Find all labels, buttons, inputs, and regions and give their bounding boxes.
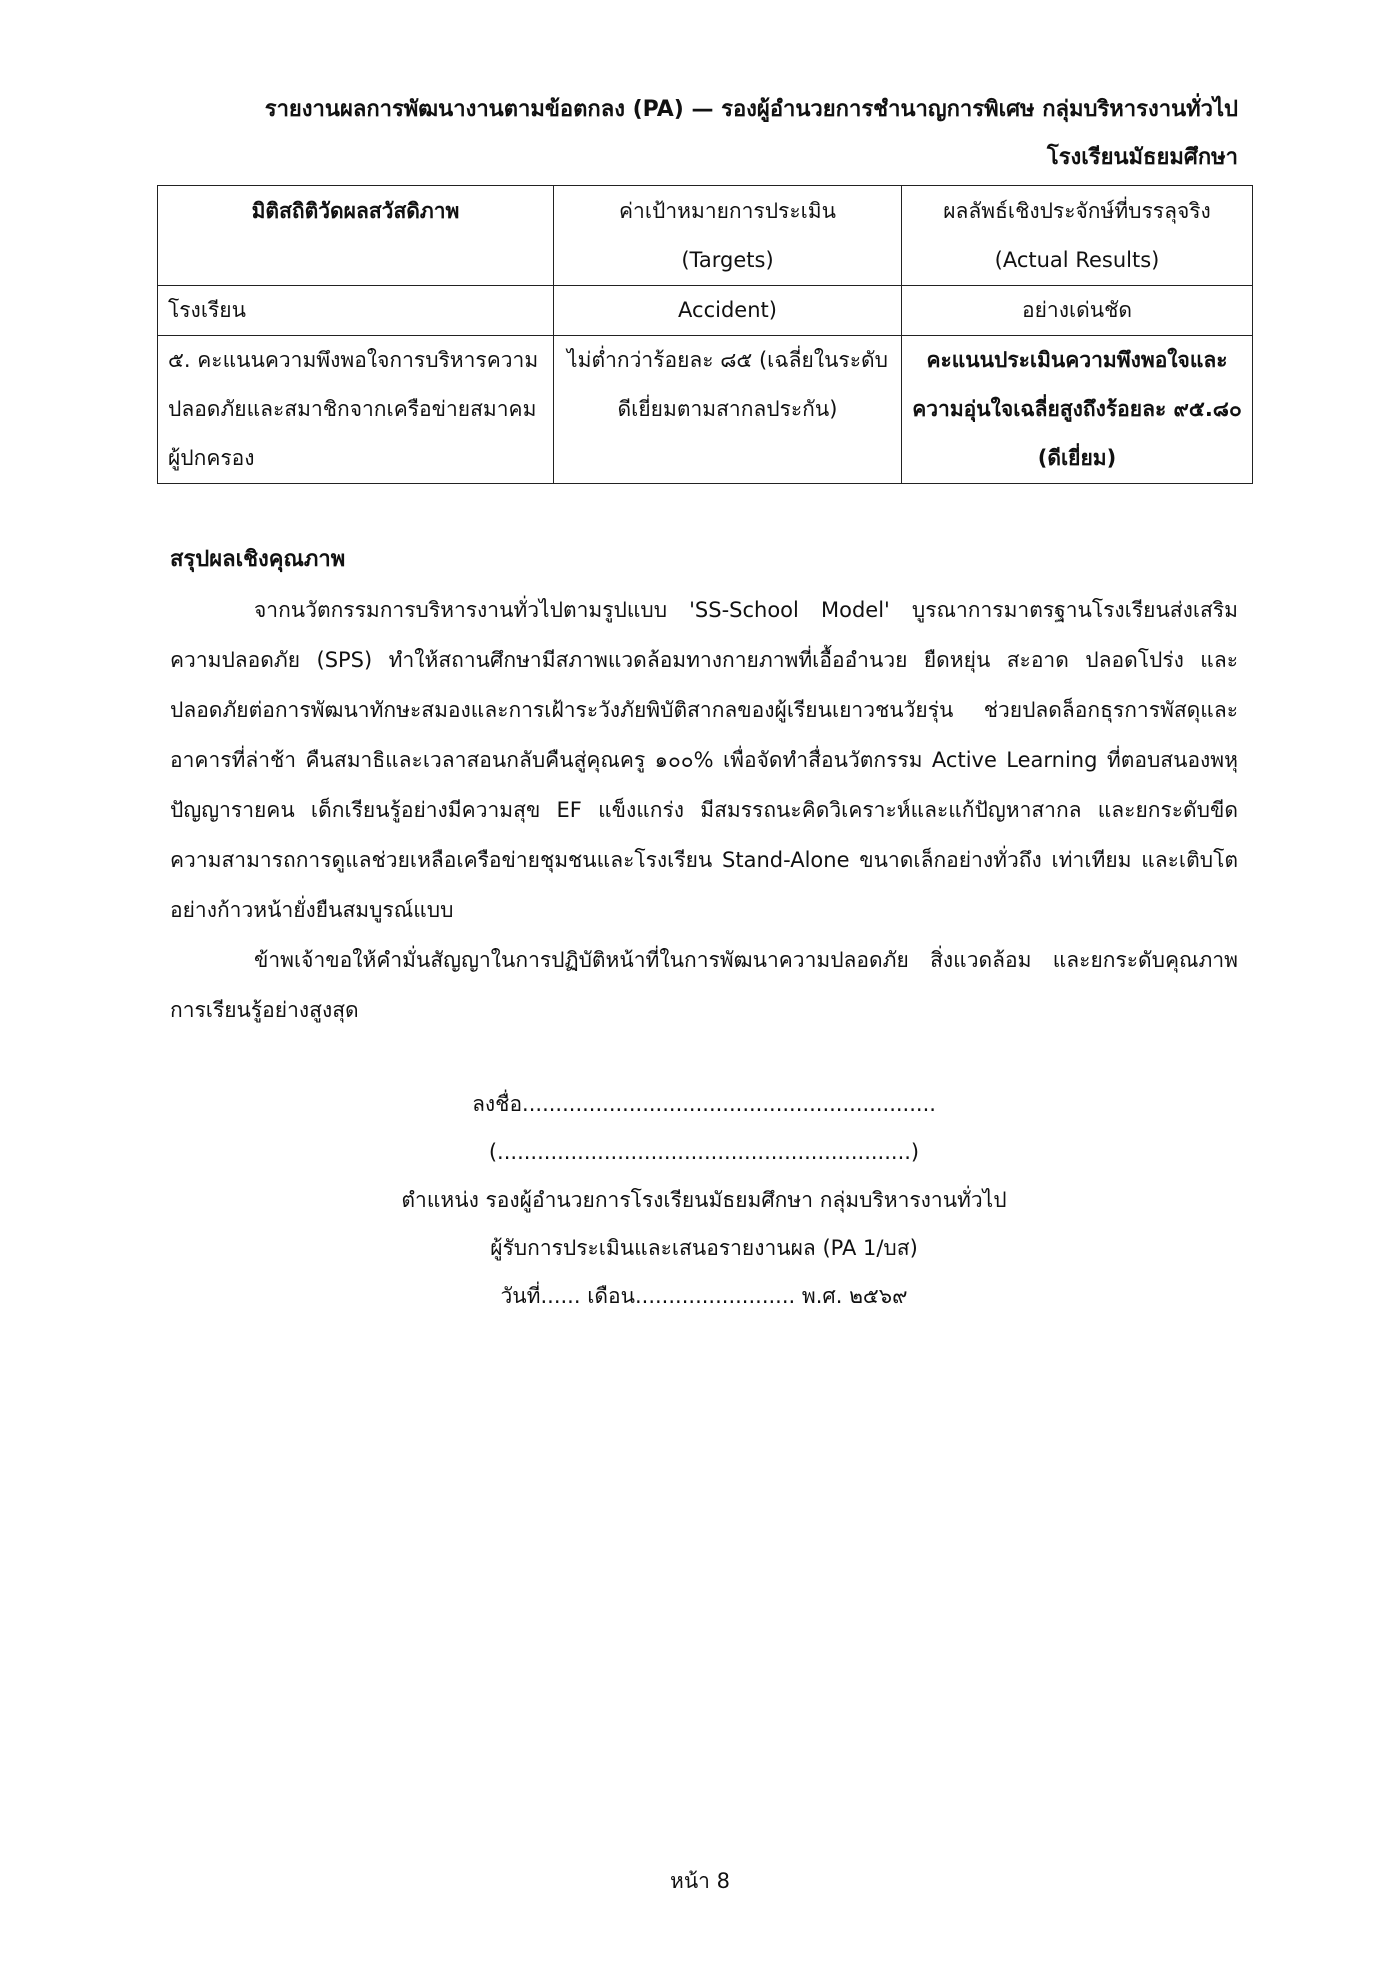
report-title-line1: รายงานผลการพัฒนางานตามข้อตกลง (PA) — รองผู้อำนวยการชำนาญการพิเศษ กลุ่มบริหารงานทั่วไป [264,97,1238,122]
signature-date: วันที่...... เดือน........................ พ.ศ. ๒๕๖๙ [500,1284,908,1308]
table-header-row [158,186,1253,286]
header-metric [158,186,554,286]
signature-name-line: (..............................................................) [488,1140,920,1164]
table-row [158,286,1253,336]
table-row [158,336,1253,484]
signature-line: ลงชื่อ.............................................................. [472,1092,936,1116]
results-table [157,185,1253,484]
cell-result: อย่างเด่นชัด [902,286,1253,336]
cell-metric: ๕. คะแนนความพึงพอใจการบริหารความปลอดภัยและสมาชิกจากเครือข่ายสมาคมผู้ปกครอง [158,336,554,484]
cell-result: คะแนนประเมินความพึงพอใจและความอุ่นใจเฉลี่ยสูงถึงร้อยละ ๙๕.๘๐ (ดีเยี่ยม) [902,336,1253,484]
header-metric-label: มิติสถิติวัดผลสวัสดิภาพ [251,199,460,223]
cell-target: Accident) [554,286,902,336]
header-results-sub: (Actual Results) [994,248,1160,272]
signature-position: ตำแหน่ง รองผู้อำนวยการโรงเรียนมัธยมศึกษา กลุ่มบริหารงานทั่วไป [401,1188,1007,1212]
header-targets [554,186,902,286]
signature-block [170,1080,1238,1320]
header-results-label: ผลลัพธ์เชิงประจักษ์ที่บรรลุจริง [943,199,1211,223]
page-number: หน้า 8 [669,1869,731,1893]
header-targets-sub: (Targets) [681,248,774,272]
commitment-paragraph: ข้าพเจ้าขอให้คำมั่นสัญญาในการปฏิบัติหน้าที่ในการพัฒนาความปลอดภัย สิ่งแวดล้อม และยกระดับคุณภาพการเรียนรู้อย่างสูงสุด [170,948,1238,1022]
header-results [902,186,1253,286]
signature-role: ผู้รับการประเมินและเสนอรายงานผล (PA 1/บส) [490,1236,918,1260]
header-targets-label: ค่าเป้าหมายการประเมิน [619,199,836,223]
cell-target: ไม่ต่ำกว่าร้อยละ ๘๕ (เฉลี่ยในระดับดีเยี่ยมตามสากลประกัน) [554,336,902,484]
cell-metric: โรงเรียน [158,286,554,336]
section-title: สรุปผลเชิงคุณภาพ [170,547,346,572]
report-title-line2: โรงเรียนมัธยมศึกษา [1046,145,1238,170]
summary-paragraph: จากนวัตกรรมการบริหารงานทั่วไปตามรูปแบบ 'SS-School Model' บูรณาการมาตรฐานโรงเรียนส่งเสริมความปลอดภัย (SPS) ทำให้สถานศึกษามีสภาพแวดล้อมทางกายภาพที่เอื้ออำนวย ยืดหยุ่น สะอาด ปลอดโปร่ง และปลอดภัยต่อการพัฒนาทักษะสมองและการเฝ้าระวังภัยพิบัติสากลของผู้เรียนเยาวชนวัยรุ่น ช่วยปลดล็อกธุรการพัสดุและอาคารที่ล่าช้า คืนสมาธิและเวลาสอนกลับคืนสู่คุณครู ๑๐๐% เพื่อจัดทำสื่อนวัตกรรม Active Learning ที่ตอบสนองพหุปัญญารายคน เด็กเรียนรู้อย่างมีความสุข EF แข็งแกร่ง มีสมรรถนะคิดวิเคราะห์และแก้ปัญหาสากล และยกระดับขีดความสามารถการดูแลช่วยเหลือเครือข่ายชุมชนและโรงเรียน Stand-Alone ขนาดเล็กอย่างทั่วถึง เท่าเทียม และเติบโตอย่างก้าวหน้ายั่งยืนสมบูรณ์แบบ [170,598,1238,922]
